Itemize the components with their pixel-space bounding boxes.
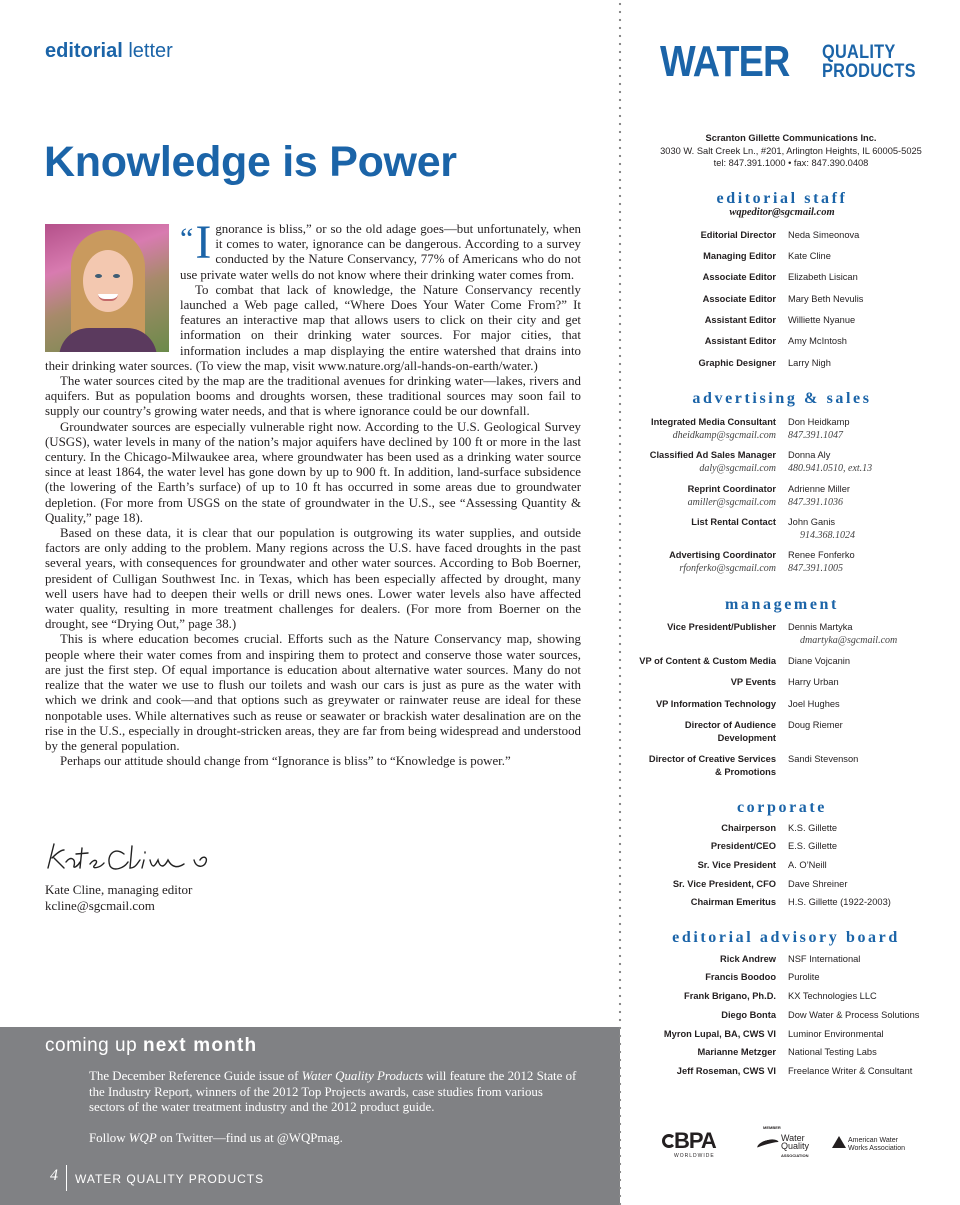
folio-divider — [66, 1165, 67, 1191]
wqp-logo: WATER QUALITY PRODUCTS — [660, 37, 916, 86]
section-label: editorial letter — [45, 40, 173, 62]
awwa-logo: American Water Works Association — [832, 1128, 922, 1162]
paragraph: To combat that lack of knowledge, the Nature Conservancy recently launched a Web page called, “Where Does Your Water Come From?” It features an interactive map that allows users to click on their city and get information on their drinking water sources. For major cities, that information includes a map displaying the entire watershed that drains into their drinking water sources. (To view the map, visit www.nature.org/all-hands-on-earth/water.) — [45, 282, 581, 373]
bpa-logo: BPA WORLDWIDE — [662, 1128, 734, 1162]
paragraph: This is where education becomes crucial. Efforts such as the Nature Conservancy map, showing people where their water comes from and inspiring them to protect and conserve those water sources, are just the first step. Of equal importance is education about alternative water sources. Many do not realize that the water we use to flush our toilets and wash our cars is just as pure as the water with which we drink and cook—and that options such as greywater or rainwater reuse are ideal for these nonpotable uses. While alternatives such as reuse or seawater or brackish water desalination are on the rise in the U.S., especially in drought-stricken areas, they are far from being widespread and understood by the general population. — [45, 632, 581, 753]
page-title: Knowledge is Power — [44, 138, 457, 186]
signature-email[interactable]: kcline@sgcmail.com — [45, 898, 155, 913]
coming-up-box — [0, 1027, 620, 1205]
coming-up-body: The December Reference Guide issue of Water Quality Products will feature the 2012 State of the Industry Report, winners of the 2012 Top Projects awards, case studies from various sectors of the water treatment industry and the 2012 product guide. Follow WQP on Twitter—find us at @WQPmag. — [89, 1069, 577, 1145]
signature-name: Kate Cline, managing editor — [45, 882, 193, 897]
wqa-logo: MEMBER Water Quality ASSOCIATION — [757, 1128, 827, 1162]
section-heading-advisory-board: editorial advisory board — [672, 929, 900, 946]
handwritten-signature — [44, 838, 244, 878]
paragraph: Perhaps our attitude should change from “Ignorance is bliss” to “Knowledge is power.” — [60, 754, 511, 769]
section-heading-corporate: corporate — [736, 799, 828, 816]
paragraph: The water sources cited by the map are the traditional avenues for drinking water—lakes, rivers and aquifers. But as population booms and droughts worsen, these traditional sources may soon fail to supply our country’s growing water needs, and that is where ignorance could be our downfall. — [45, 374, 581, 419]
publication-name: WATER QUALITY PRODUCTS — [75, 1172, 265, 1186]
section-heading-advertising: advertising & sales — [692, 390, 872, 407]
coming-up-title: coming up next month — [45, 1035, 258, 1056]
paragraph: gnorance is bliss,” or so the old adage goes—but unfortunately, when it comes to water, ignorance can be dangerous. According to a survey conducted by the Nature Conservancy, 77% of Americans who do not use private water wells do not know where their drinking water comes from. — [180, 222, 581, 282]
author-photo — [45, 224, 169, 352]
paragraph: Groundwater sources are especially vulnerable right now. According to the U.S. Geological Survey (USGS), water levels in many of the nation’s major aquifers have declined by 100 ft or more in the last century. In the Chicago-Milwaukee area, where groundwater has been used as a drinking water source since at least 1864, the water level has gone down by up to 900 ft. In addition, land-surface subsidence (the lowering of the Earth’s surface) of up to 10 ft has occurred in some areas due to groundwater depletion. (For more from USGS on the state of groundwater in the U.S., see “Assessing Quantity & Quality,” page 18). — [45, 419, 581, 525]
drop-cap: “I — [180, 216, 212, 269]
publisher-info: Scranton Gillette Communications Inc. 3030 W. Salt Creek Ln., #201, Arlington Heights, IL 60005-5025 tel: 847.391.1000 • fax: 847.390.0408 — [660, 133, 922, 168]
section-heading-editorial-staff: editorial staff — [716, 190, 848, 207]
section-heading-management: management — [725, 596, 839, 613]
signature-block — [45, 882, 192, 914]
paragraph: Based on these data, it is clear that our population is outgrowing its water supplies, and outside factors are only adding to the problem. Many regions across the U.S. have faced droughts in the past several years, with consequences for groundwater and other water sources. According to Bob Boerner, president of Culligan Southwest Inc. in Texas, which has been especially affected by drought, many well users have had to deepen their wells or drill news ones. Lower water levels also have affected water quality, resulting in more treatment challenges for dealers. (For more from Boerner on the drought, see “Drying Out,” page 38.) — [45, 526, 581, 632]
page-number: 4 — [50, 1167, 58, 1184]
editorial-email[interactable]: wqpeditor@sgcmail.com — [729, 207, 835, 218]
masthead: WATER QUALITY PRODUCTS Scranton Gillette Communications Inc. 3030 W. Salt Creek Ln., #201, Arlington Heights, IL 60005-5025 tel: 847.391.1000 • fax: 847.390.0408 editorial staff wqpeditor@sgcmail.com Editorial Director Neda Simeonova Managing Editor Kate Cline Associate Editor Elizabeth Lisican Associate Editor Mary Beth Nevulis Assistant Editor Williette Nyanue Assistant Editor Amy McIntosh Graphic Designer Larry Nigh advertising & sales Integrated Media Consultant dheidkamp@sgcmail.com Don Heidkamp 847.391.1047 Classified Ad Sales Manager daly@sgcmail.com Donna Aly 480.941.0510, ext.13 Reprint Coordinator amiller@sgcmail.com Adrienne Miller 847.391.1036 List Rental Contact John Ganis 914.368.1024 Advertising Coordinator rfonferko@sgcmail.com Renee Fonferko 847.391.1005 management Vice President/Publisher Dennis Martyka dmartyka@sgcmail.com VP of Content & Custom Media Diane Vojcanin VP Events Harry Urban VP Information Technology Joel Hughes Director of Audience Development Doug Riemer Director of Creative Services & Promotions Sandi Stevenson corporate Chairperson K.S. Gillette President/CEO E.S. Gillette Sr. Vice President A. O’Neill Sr. Vice President, CFO Dave Shreiner Chairman Emeritus H.S. Gillette (1922-2003) editorial advisory board Rick Andrew NSF International Francis Boodoo Purolite Frank Brigano, Ph.D. KX Technologies LLC Diego Bonta Dow Water & Process Solutions Myron Lupal, BA, CWS VI Luminor Environmental Marianne Metzger National Testing Labs Jeff Roseman, CWS VI Freelance Writer & Consultant BPA WORLDWIDE MEMBER Water Quality ASSOCIATION American Water Works Association — [622, 0, 960, 1205]
article-body — [45, 216, 581, 769]
